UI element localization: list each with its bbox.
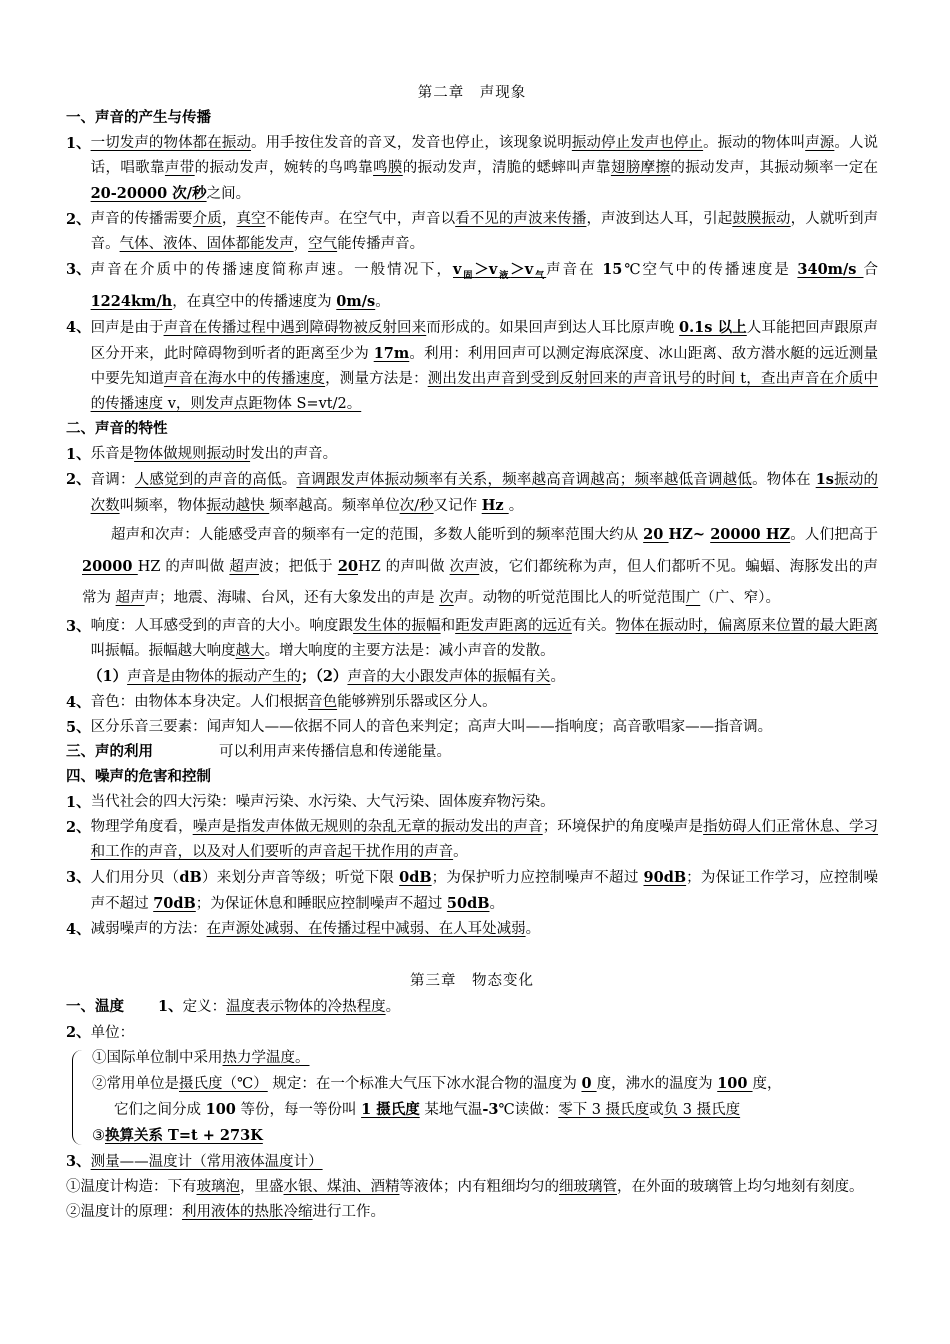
section-heading: 四、噪声的危害和控制 [66, 768, 211, 785]
list-item: 5、 区分乐音三要素：闻声知人——依据不同人的音色来判定；高声大叫——指响度；高音歌唱家——指音调。 [66, 718, 773, 736]
list-item: 3、 人们用分贝（dB）来划分声音等级；听觉下限 0dB；为保护听力应控制噪声不超过 90dB；为保证工作学习，应控制噪声不超过 70dB；为保证休息和睡眠应控制噪声不超过 50dB。 [66, 868, 879, 912]
chapter-2-title: 第二章 声现象 [417, 85, 527, 101]
section-heading: 二、声音的特性 [66, 420, 168, 437]
thermometer-structure: ①温度计构造：下有玻璃泡，里盛水银、煤油、酒精等液体；内有粗细均匀的细玻璃管，在外面的玻璃管上均匀地刻有刻度。 [66, 1178, 864, 1195]
unit-line: 它们之间分成 100 等份，每一等份叫 1 摄氏度 某地气温-3℃读做：零下 3 摄氏度或负 3 摄氏度 [114, 1100, 741, 1118]
paragraph-ultrasound: 超声和次声：人能感受声音的频率有一定的范围，多数人能听到的频率范围大约从 20 HZ~ 20000 HZ。人们把高于 20000 HZ 的声叫做 超声波；把低于 20HZ 的声叫做 次声波，它们都统称为声，但人们都听不见。蝙蝠、海豚发出的声常为 超声声；地震、海啸、台风，还有大象发出的声是 次声。动物的听觉范围比人的听觉范围广（广、窄）。 [82, 525, 879, 606]
unit-bracket-group [66, 1046, 878, 1149]
list-item: 2、 物理学角度看，噪声是指发声体做无规则的杂乱无章的振动发出的声音；环境保护的角度噪声是指妨碍人们正常休息、学习和工作的声音，以及对人们要听的声音起干扰作用的声音。 [66, 818, 879, 860]
list-item: 4、 音色：由物体本身决定。人们根据音色能够辨别乐器或区分人。 [66, 693, 497, 711]
unit-line: ③换算关系 T=t + 273K [92, 1126, 263, 1144]
temperature-definition: 一、温度 1、定义：温度表示物体的冷热程度。 [66, 997, 401, 1015]
unit-heading: 2、单位： [66, 1023, 135, 1041]
section-heading: 一、声音的产生与传播 [66, 110, 211, 126]
list-item: 1、 当代社会的四大污染：噪声污染、水污染、大气污染、固体废弃物污染。 [66, 793, 555, 811]
list-item: 4、 减弱噪声的方法：在声源处减弱、在传播过程中减弱、在人耳处减弱。 [66, 920, 541, 938]
chapter-3-title: 第三章 物态变化 [410, 972, 534, 989]
section-heading-row: 三、声的利用 可以利用声来传播信息和传递能量。 [66, 743, 451, 760]
list-item: 3、 声音在介质中的传播速度简称声速。一般情况下，$v_固>v_液>v_气$声音在 15℃空气中的传播速度是 340m/s 合 1224km/h，在真空中的传播速度为 0m/s。 [66, 261, 878, 310]
unit-line: ②常用单位是摄氏度（℃） 规定：在一个标准大气压下冰水混合物的温度为 0 度，沸水的温度为 100 度， [92, 1074, 782, 1092]
list-item: 4、 回声是由于声音在传播过程中遇到障碍物被反射回来而形成的。如果回声到达人耳比原声晚 0.1s 以上人耳能把回声跟原声区分开来，此时障碍物到听者的距离至少为 17m。利用：利用回声可以测定海底深度、冰山距离、敌方潜水艇的远近测量中要先知道声音在海水中的传播速度，测量方法是：测出发出声音到受到反射回来的声音讯号的时间 t，查出声音在介质中的传播速度 v，则发声点距物体 S=vt/2。 [66, 318, 879, 412]
list-item: 2、 声音的传播需要介质，真空不能传声。在空气中，声音以看不见的声波来传播，声波到达人耳，引起鼓膜振动，人就听到声音。气体、液体、固体都能发声，空气能传播声音。 [66, 211, 879, 252]
document [66, 80, 878, 1225]
list-item: 1、 一切发声的物体都在振动。用手按住发音的音叉，发音也停止，该现象说明振动停止发声也停止。振动的物体叫声源。人说话，唱歌靠声带的振动发声，婉转的鸟鸣靠鸣膜的振动发声，清脆的蟋蟀叫声靠翅膀摩擦的振动发声，其振动频率一定在 20-20000 次/秒之间。 [66, 135, 879, 202]
list-item: 2、 音调：人感觉到的声音的高低。音调跟发声体振动频率有关系，频率越高音调越高；频率越低音调越低。物体在 1s振动的次数叫频率，物体振动越快 频率越高。频率单位次/秒又记作 Hz 。 [66, 470, 879, 514]
list-item: 1、 乐音是物体做规则振动时发出的声音。 [66, 445, 338, 463]
list-item: 3、 响度：人耳感受到的声音的大小。响度跟发生体的振幅和距发声距离的远近有关。物体在振动时，偏离原来位置的最大距离叫振幅。振幅越大响度越大。增大响度的主要方法是：减小声音的发散。 [66, 617, 879, 659]
unit-line: ①国际单位制中采用热力学温度。 [92, 1049, 310, 1066]
thermometer-principle: ②温度计的原理：利用液体的热胀冷缩进行工作。 [66, 1203, 385, 1220]
summary-line: （1）声音是由物体的振动产生的；（2）声音的大小跟发声体的振幅有关。 [88, 667, 565, 685]
measure-heading: 3、测量——温度计（常用液体温度计） [66, 1152, 323, 1170]
